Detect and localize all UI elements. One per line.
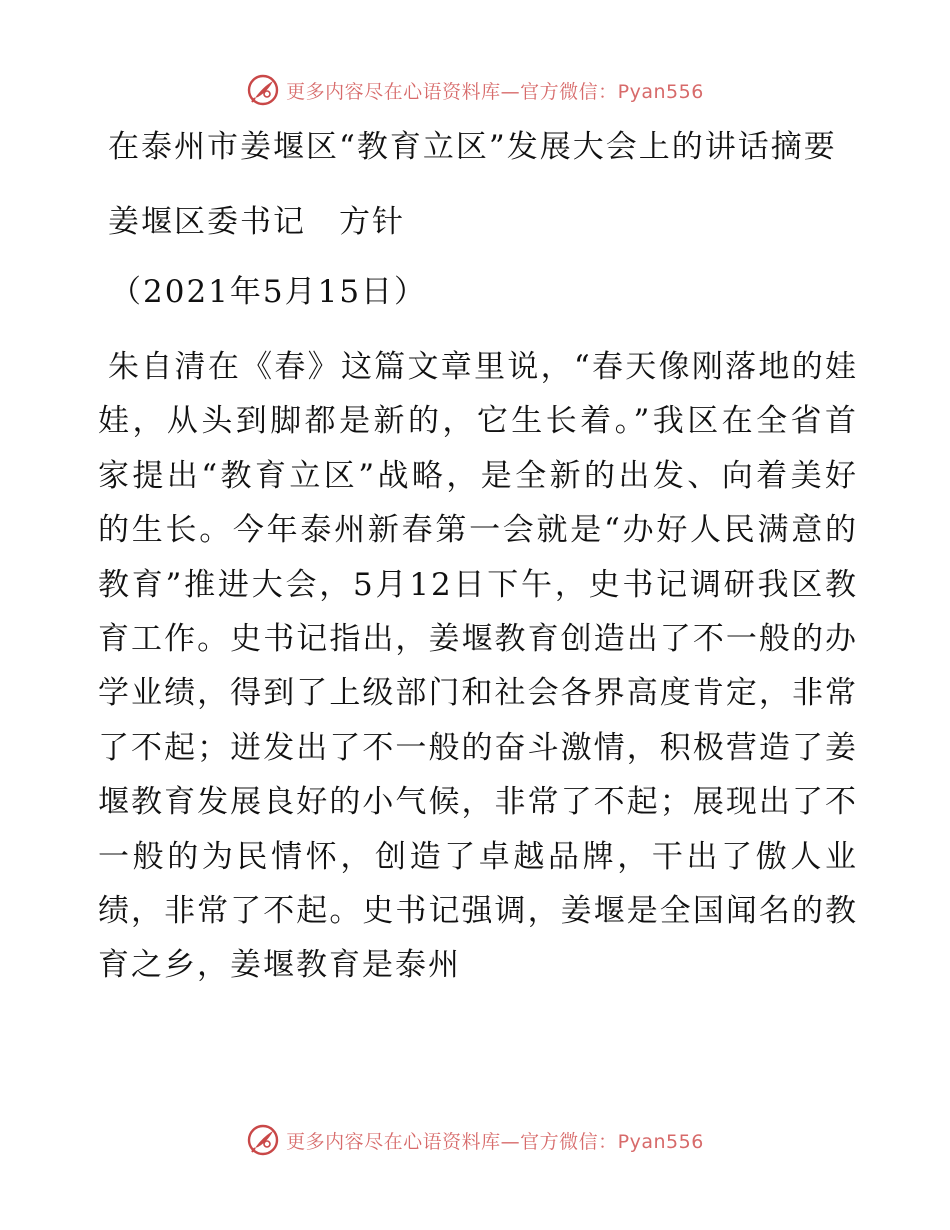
header-watermark (0, 70, 950, 110)
footer-watermark (0, 1120, 950, 1160)
watermark-text: 更多内容尽在心语资料库—官方微信：Pyan556 (286, 80, 704, 103)
document-body (98, 120, 858, 993)
feather-pen-logo-icon (246, 73, 280, 107)
document-date: （2021年5月15日） (110, 274, 428, 310)
body-paragraph: 朱自清在《春》这篇文章里说，“春天像刚落地的娃娃，从头到脚都是新的，它生长着。”我区在全省首家提出“教育立区”战略，是全新的出发、向着美好的生长。今年泰州新春第一会就是“办好人民满意的教育”推进大会，5月12日下午，史书记调研我区教育工作。史书记指出，姜堰教育创造出了不一般的办学业绩，得到了上级部门和社会各界高度肯定，非常了不起；迸发出了不一般的奋斗激情，积极营造了姜堰教育发展良好的小气候，非常了不起；展现出了不一般的为民情怀，创造了卓越品牌，干出了傲人业绩，非常了不起。史书记强调，姜堰是全国闻名的教育之乡，姜堰教育是泰州 (98, 349, 858, 984)
watermark-text: 更多内容尽在心语资料库—官方微信：Pyan556 (286, 1130, 704, 1153)
document-byline: 姜堰区委书记 方针 (108, 204, 405, 240)
feather-pen-logo-icon (246, 1123, 280, 1157)
document-title: 在泰州市姜堰区“教育立区”发展大会上的讲话摘要 (108, 129, 837, 165)
